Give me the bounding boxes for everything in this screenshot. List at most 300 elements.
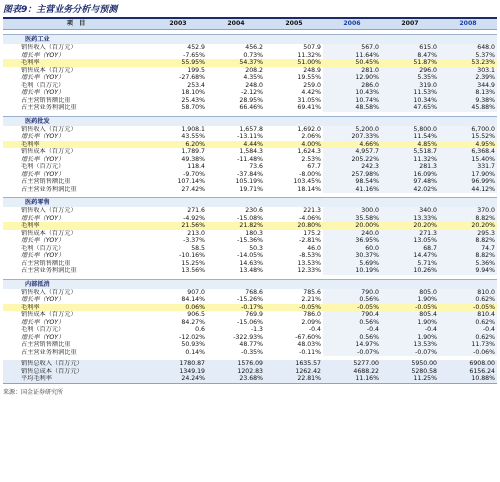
table-row <box>3 230 497 238</box>
table-cell: 17.90% <box>439 171 497 179</box>
section-blank-cell <box>439 116 497 126</box>
table-cell: 300.0 <box>323 207 381 215</box>
row-label: 增长率（YOY） <box>21 252 65 259</box>
row-label: 增长率（YOY） <box>21 333 65 341</box>
row-label: 增长率（YOY） <box>21 133 65 140</box>
table-row <box>3 141 497 149</box>
summary-cell: 4688.22 <box>323 368 381 376</box>
table-cell: 13.33% <box>381 215 439 223</box>
table-cell: -0.4 <box>308 326 321 333</box>
table-cell: 15.52% <box>439 133 497 141</box>
table-cell: 8.13% <box>439 89 497 97</box>
table-cell: -0.05% <box>323 304 381 312</box>
section-title: 内部抵消 <box>3 279 149 289</box>
table-cell: -15.36% <box>237 237 263 244</box>
table-row <box>3 267 497 275</box>
table-cell: 0.56% <box>323 334 381 342</box>
table-cell: 13.53% <box>297 259 321 267</box>
row-label: 占主营业务利润比重 <box>21 348 77 356</box>
table-cell: -0.05% <box>265 304 323 312</box>
table-cell: 567.0 <box>323 44 381 52</box>
table-cell: 0.06% <box>149 304 207 312</box>
section-blank-cell <box>439 279 497 289</box>
row-label: 销售收入（百万元） <box>21 125 77 133</box>
section-blank-cell <box>265 198 323 208</box>
section-blank-cell <box>323 279 381 289</box>
table-cell: 18.14% <box>297 185 321 193</box>
table-cell: 19.55% <box>297 74 321 81</box>
table-cell: 208.2 <box>245 66 263 74</box>
table-cell: 8.47% <box>381 52 439 60</box>
table-cell: 4.95% <box>439 141 497 149</box>
header-year: 2006 <box>323 19 381 30</box>
header-year: 2003 <box>149 19 207 30</box>
table-cell: 5.36% <box>439 260 497 268</box>
table-cell: 11.64% <box>323 52 381 60</box>
table-cell: 12.33% <box>297 267 321 274</box>
table-cell: -2.12% <box>241 89 263 96</box>
table-row <box>3 289 497 297</box>
table-cell: 0.62% <box>439 319 497 327</box>
table-cell: 69.41% <box>297 104 321 111</box>
header-year: 2008 <box>439 19 497 30</box>
table-cell: 20.20% <box>381 222 439 230</box>
table-cell: 5,200.0 <box>323 126 381 134</box>
table-cell: -13.11% <box>237 133 263 140</box>
table-cell: -37.84% <box>237 170 263 178</box>
table-cell: 18.10% <box>181 89 205 96</box>
table-cell: 0.56% <box>323 296 381 304</box>
forecast-table <box>3 19 497 384</box>
summary-cell: 10.88% <box>439 375 497 383</box>
table-cell: -27.68% <box>179 74 205 81</box>
table-cell: 41.16% <box>323 186 381 194</box>
table-cell: 242.3 <box>323 163 381 171</box>
table-cell: 48.77% <box>239 341 263 348</box>
table-cell: 213.0 <box>187 229 205 237</box>
table-cell: 5.35% <box>381 74 439 82</box>
table-cell: 207.33% <box>323 133 381 141</box>
table-cell: 47.65% <box>381 104 439 112</box>
table-cell: -0.17% <box>207 304 265 312</box>
row-label: 销售成本（百万元） <box>21 311 77 318</box>
table-row <box>3 311 497 319</box>
table-cell: 5.69% <box>323 260 381 268</box>
table-cell: -15.08% <box>237 214 263 222</box>
section-blank-cell <box>207 35 265 45</box>
row-label: 增长率（YOY） <box>21 170 65 178</box>
table-cell: 13.05% <box>381 237 439 245</box>
table-row <box>3 104 497 112</box>
table-cell: 8.82% <box>439 237 497 245</box>
table-cell: 55.95% <box>149 59 207 67</box>
table-row <box>3 89 497 97</box>
table-row <box>3 319 497 327</box>
table-cell: 14.47% <box>381 252 439 260</box>
table-cell: 786.0 <box>303 311 321 318</box>
section-header <box>3 198 497 208</box>
section-title: 医药零售 <box>3 198 149 208</box>
table-cell: 42.02% <box>381 186 439 194</box>
table-cell: 45.88% <box>439 104 497 112</box>
table-cell: 2.21% <box>301 296 321 303</box>
table-cell: 205.22% <box>323 156 381 164</box>
table-cell: 10.74% <box>323 97 381 105</box>
table-cell: 221.3 <box>303 207 321 214</box>
table-cell: 2.53% <box>301 155 321 163</box>
section-blank-cell <box>439 198 497 208</box>
table-cell: 16.09% <box>381 171 439 179</box>
table-row <box>3 341 497 349</box>
section-blank-cell <box>323 35 381 45</box>
table-cell: 340.0 <box>381 207 439 215</box>
table-cell: 11.54% <box>381 133 439 141</box>
table-cell: 6,700.0 <box>439 126 497 134</box>
summary-cell: 11.25% <box>381 375 439 383</box>
row-label: 毛利（百万元） <box>21 326 65 333</box>
table-cell: 303.1 <box>439 67 497 75</box>
table-cell: 25.43% <box>181 96 205 104</box>
table-cell: 51.00% <box>265 59 323 67</box>
header-year: 2007 <box>381 19 439 30</box>
table-cell: 1,657.8 <box>239 125 263 133</box>
table-cell: 1.90% <box>381 296 439 304</box>
table-cell: 13.53% <box>381 341 439 349</box>
section-blank-cell <box>207 279 265 289</box>
table-cell: 97.48% <box>381 178 439 186</box>
table-cell: 5.37% <box>439 52 497 60</box>
table-cell: -67.60% <box>295 333 321 341</box>
table-cell: 648.0 <box>439 44 497 52</box>
table-row <box>3 156 497 164</box>
table-cell: 0.14% <box>185 348 205 356</box>
table-cell: 230.6 <box>245 207 263 214</box>
table-cell: -9.70% <box>183 170 205 178</box>
section-header <box>3 35 497 45</box>
table-cell: 0.56% <box>323 319 381 327</box>
report-container <box>3 0 497 396</box>
table-cell: -0.06% <box>439 349 497 357</box>
table-cell: 49.38% <box>181 155 205 163</box>
table-cell: 21.82% <box>207 222 265 230</box>
table-cell: 15.25% <box>181 259 205 267</box>
table-cell: 248.9 <box>303 66 321 74</box>
table-row <box>3 97 497 105</box>
table-cell: 296.0 <box>381 67 439 75</box>
row-label: 销售收入（百万元） <box>21 207 77 214</box>
source-note: 来源：国金证券研究所 <box>3 388 64 396</box>
table-cell: 0.6 <box>195 326 205 333</box>
table-cell: 4.85% <box>381 141 439 149</box>
row-label: 增长率（YOY） <box>21 74 65 81</box>
table-row <box>3 252 497 260</box>
table-cell: 50.3 <box>249 244 263 252</box>
table-cell: 0.62% <box>439 334 497 342</box>
table-cell: -0.4 <box>439 326 497 334</box>
section-title: 医药批发 <box>3 116 149 126</box>
table-cell: 107.14% <box>177 178 205 185</box>
report-title: 图表9：主营业务分析与预测 <box>3 4 497 19</box>
table-cell: 28.95% <box>239 96 263 104</box>
table-cell: -11.48% <box>237 155 263 163</box>
summary-row <box>3 360 497 368</box>
row-label: 毛利率 <box>3 304 149 312</box>
table-cell: 13.56% <box>181 267 205 274</box>
table-cell: 105.19% <box>235 178 263 185</box>
table-row <box>3 245 497 253</box>
table-cell: 805.0 <box>381 289 439 297</box>
table-row <box>3 296 497 304</box>
row-label: 占主营销售额比重 <box>21 341 71 348</box>
table-cell: 1.90% <box>381 334 439 342</box>
table-cell: 19.71% <box>239 185 263 193</box>
table-cell: 54.37% <box>207 59 265 67</box>
summary-cell: 5950.00 <box>381 360 439 368</box>
table-cell: 271.6 <box>187 207 205 214</box>
summary-cell: 1262.42 <box>265 368 323 376</box>
table-cell: -0.07% <box>381 349 439 357</box>
section-blank-cell <box>265 35 323 45</box>
row-label: 占主营销售额比重 <box>21 96 71 104</box>
section-blank-cell <box>207 116 265 126</box>
table-row <box>3 74 497 82</box>
table-cell: 1,624.3 <box>297 148 321 155</box>
table-cell: 805.4 <box>381 311 439 319</box>
row-label: 毛利率 <box>3 59 149 67</box>
table-cell: -15.06% <box>237 318 263 326</box>
summary-row <box>3 375 497 383</box>
table-cell: -0.07% <box>323 349 381 357</box>
table-cell: 53.23% <box>439 59 497 67</box>
table-cell: 8.82% <box>439 215 497 223</box>
table-row <box>3 186 497 194</box>
row-label: 增长率（YOY） <box>21 237 65 244</box>
table-cell: -0.4 <box>381 326 439 334</box>
table-cell: 73.6 <box>249 163 263 170</box>
table-cell: 11.32% <box>297 51 321 59</box>
row-label: 增长率（YOY） <box>21 214 65 222</box>
table-cell: 8.82% <box>439 252 497 260</box>
section-blank-cell <box>149 198 207 208</box>
section-blank-cell <box>149 279 207 289</box>
section-header <box>3 279 497 289</box>
table-cell: 452.9 <box>187 44 205 51</box>
table-cell: 507.9 <box>303 44 321 51</box>
table-row <box>3 222 497 230</box>
table-cell: 0.62% <box>439 296 497 304</box>
table-cell: 790.4 <box>323 311 381 319</box>
table-row <box>3 44 497 52</box>
table-cell: -0.11% <box>299 348 321 356</box>
table-row <box>3 148 497 156</box>
table-row <box>3 215 497 223</box>
table-cell: 35.58% <box>323 215 381 223</box>
section-blank-cell <box>381 198 439 208</box>
table-cell: 5.71% <box>381 260 439 268</box>
table-cell: 6.20% <box>149 141 207 149</box>
table-cell: 74.7 <box>439 245 497 253</box>
table-cell: -0.35% <box>241 348 263 356</box>
summary-cell: 6156.24 <box>439 368 497 376</box>
row-label: 销售收入（百万元） <box>21 288 77 296</box>
table-cell: 103.45% <box>293 178 321 185</box>
row-label: 占主营业务利润比重 <box>21 267 77 274</box>
table-cell: 67.7 <box>307 163 321 170</box>
table-row <box>3 260 497 268</box>
section-blank-cell <box>323 198 381 208</box>
table-cell: 51.87% <box>381 59 439 67</box>
table-cell: -14.05% <box>237 252 263 259</box>
summary-row <box>3 368 497 376</box>
summary-cell: 22.81% <box>265 375 323 383</box>
table-cell: -15.26% <box>237 296 263 303</box>
row-label: 销售成本（百万元） <box>21 229 77 237</box>
table-cell: 43.55% <box>181 133 205 140</box>
table-cell: -12.02% <box>179 333 205 341</box>
table-cell: -2.81% <box>299 237 321 244</box>
table-cell: -8.00% <box>299 170 321 178</box>
section-blank-cell <box>149 116 207 126</box>
table-cell: 6,368.4 <box>439 148 497 156</box>
summary-cell: 1349.19 <box>149 368 207 376</box>
table-cell: 10.34% <box>381 97 439 105</box>
table-cell: 281.3 <box>381 163 439 171</box>
table-cell: 9.94% <box>439 267 497 275</box>
table-cell: 907.0 <box>187 288 205 296</box>
table-cell: 46.0 <box>307 244 321 252</box>
summary-cell: 11.16% <box>323 375 381 383</box>
row-label: 销售收入（百万元） <box>21 44 77 51</box>
table-cell: -7.65% <box>183 51 205 59</box>
section-blank-cell <box>265 116 323 126</box>
section-blank-cell <box>149 35 207 45</box>
table-row <box>3 52 497 60</box>
table-cell: 370.0 <box>439 207 497 215</box>
table-row <box>3 67 497 75</box>
summary-cell: 1576.09 <box>207 360 265 368</box>
table-cell: 4.66% <box>323 141 381 149</box>
table-cell: 48.58% <box>323 104 381 112</box>
table-cell: 20.80% <box>265 222 323 230</box>
header-year: 2005 <box>265 19 323 30</box>
table-cell: 96.99% <box>439 178 497 186</box>
table-cell: 36.95% <box>323 237 381 245</box>
table-row <box>3 237 497 245</box>
table-cell: -8.53% <box>299 252 321 259</box>
table-cell: 769.9 <box>245 311 263 318</box>
table-cell: -0.05% <box>439 304 497 312</box>
table-cell: 271.3 <box>381 230 439 238</box>
table-cell: 20.20% <box>439 222 497 230</box>
row-label: 销售成本（百万元） <box>21 148 77 155</box>
table-cell: 0.73% <box>243 51 263 59</box>
table-row <box>3 133 497 141</box>
summary-label: 销售总收入（百万元） <box>3 360 149 368</box>
section-blank-cell <box>207 198 265 208</box>
section-header <box>3 116 497 126</box>
table-cell: 456.2 <box>245 44 263 51</box>
summary-label: 销售总成本（百万元） <box>3 368 149 376</box>
table-cell: 13.48% <box>239 267 263 274</box>
table-cell: -3.37% <box>183 237 205 244</box>
table-cell: -4.06% <box>299 214 321 222</box>
table-cell: 331.7 <box>439 163 497 171</box>
table-cell: 319.0 <box>381 82 439 90</box>
table-cell: 30.37% <box>323 252 381 260</box>
table-row <box>3 304 497 312</box>
summary-cell: 5277.00 <box>323 360 381 368</box>
table-cell: 1,789.7 <box>181 148 205 155</box>
table-cell: 1,584.3 <box>239 148 263 155</box>
table-row <box>3 163 497 171</box>
row-label: 毛利（百万元） <box>21 81 65 89</box>
table-cell: 50.45% <box>323 59 381 67</box>
table-cell: 84.27% <box>181 318 205 326</box>
summary-cell: 23.68% <box>207 375 265 383</box>
table-cell: 253.4 <box>187 81 205 89</box>
summary-cell: 24.24% <box>149 375 207 383</box>
table-cell: -1.3 <box>250 326 263 333</box>
row-label: 毛利率 <box>3 141 149 149</box>
row-label: 增长率（YOY） <box>21 296 65 303</box>
summary-cell: 1202.83 <box>207 368 265 376</box>
section-blank-cell <box>381 35 439 45</box>
row-label: 占主营销售额比重 <box>21 259 71 267</box>
table-cell: 31.05% <box>297 96 321 104</box>
table-cell: 615.0 <box>381 44 439 52</box>
table-cell: 248.0 <box>245 81 263 89</box>
table-cell: 21.56% <box>149 222 207 230</box>
table-row <box>3 82 497 90</box>
table-cell: 199.5 <box>187 66 205 74</box>
row-label: 增长率（YOY） <box>21 51 65 59</box>
table-row <box>3 178 497 186</box>
row-label: 占主营业务利润比重 <box>21 104 77 111</box>
table-cell: 12.90% <box>323 74 381 82</box>
table-cell: 58.5 <box>191 244 205 252</box>
table-row <box>3 126 497 134</box>
table-cell: 281.0 <box>323 67 381 75</box>
table-cell: 44.12% <box>439 186 497 194</box>
table-cell: 84.14% <box>181 296 205 303</box>
table-cell: 48.03% <box>297 341 321 348</box>
table-cell: 66.46% <box>239 104 263 111</box>
section-title: 医药工业 <box>3 35 149 45</box>
table-cell: 1,908.1 <box>181 125 205 133</box>
table-cell: 257.98% <box>323 171 381 179</box>
table-row <box>3 334 497 342</box>
summary-cell: 1635.57 <box>265 360 323 368</box>
section-blank-cell <box>381 279 439 289</box>
table-cell: 4.44% <box>207 141 265 149</box>
table-cell: -4.92% <box>183 214 205 222</box>
table-cell: 50.93% <box>181 341 205 348</box>
section-blank-cell <box>265 279 323 289</box>
table-cell: 20.00% <box>323 222 381 230</box>
table-cell: 768.6 <box>245 288 263 296</box>
table-cell: 906.5 <box>187 311 205 318</box>
table-cell: 11.32% <box>381 156 439 164</box>
table-cell: 344.9 <box>439 82 497 90</box>
row-label: 占主营业务利润比重 <box>21 185 77 193</box>
table-cell: 11.73% <box>439 341 497 349</box>
table-cell: 10.43% <box>323 89 381 97</box>
table-cell: 11.53% <box>381 89 439 97</box>
table-row <box>3 59 497 67</box>
table-cell: 175.2 <box>303 229 321 237</box>
table-cell: -322.93% <box>233 333 263 341</box>
summary-cell: 6908.00 <box>439 360 497 368</box>
